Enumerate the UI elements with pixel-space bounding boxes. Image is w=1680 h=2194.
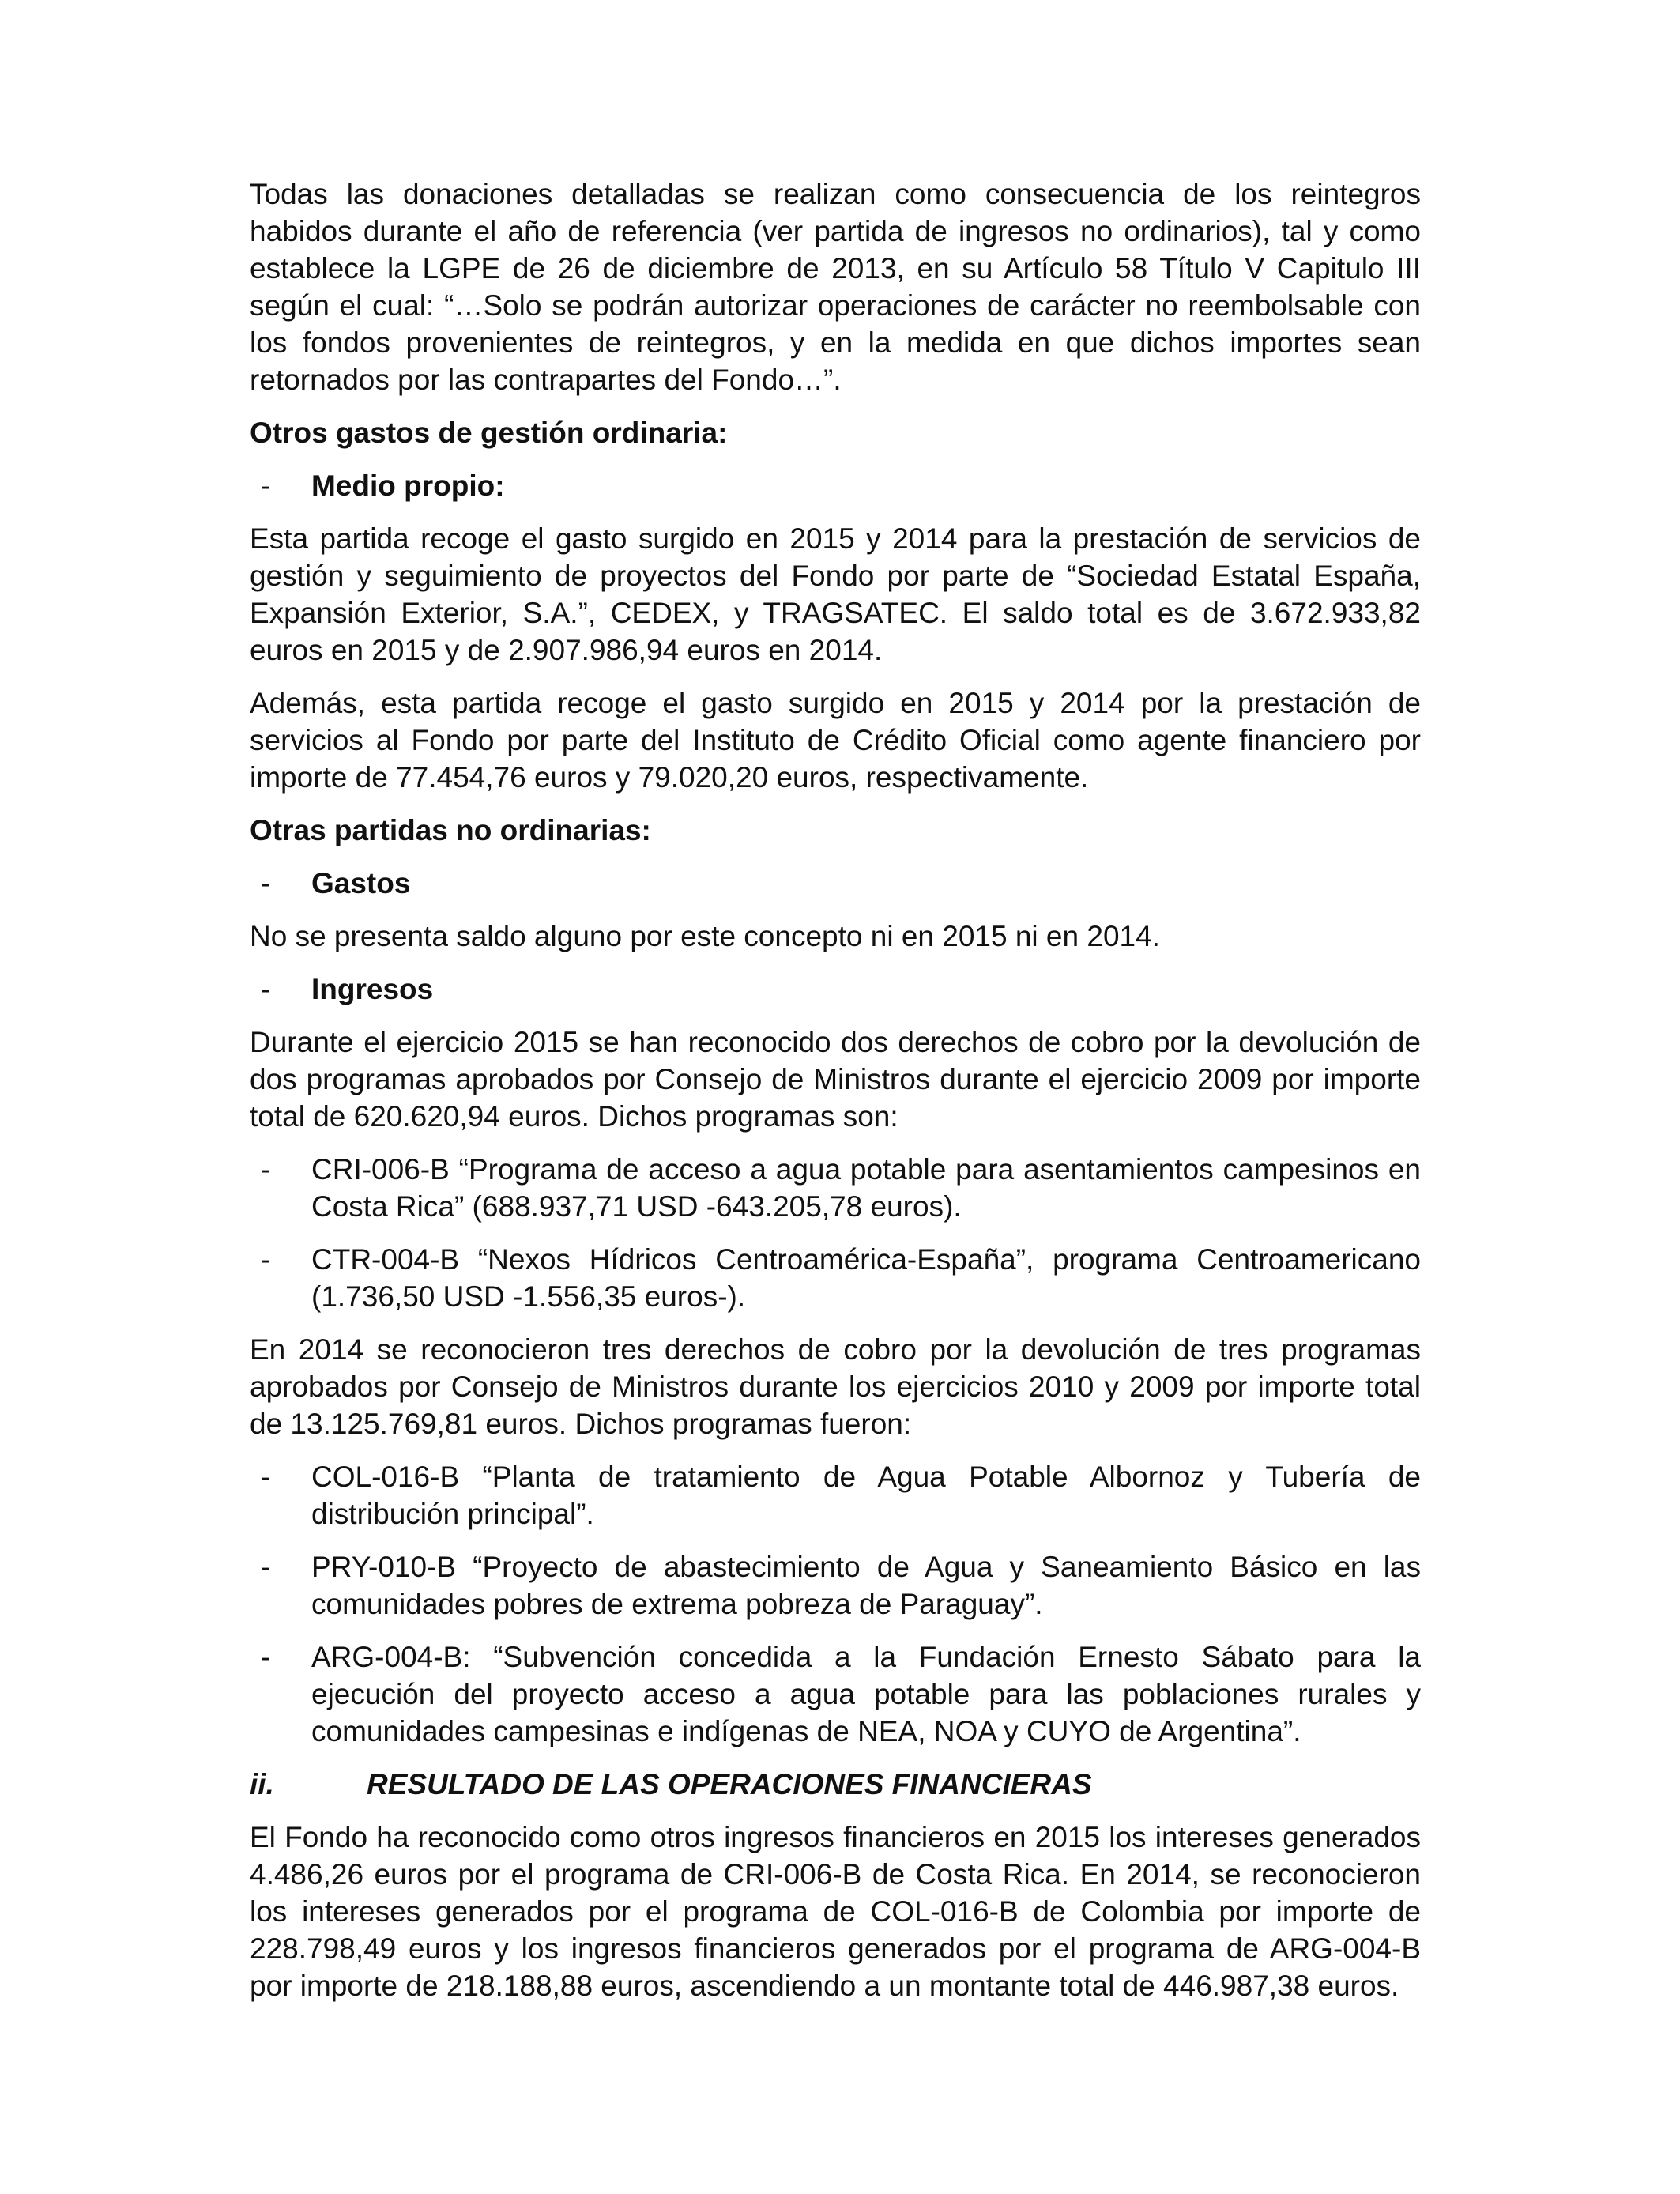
dash-bullet: - (261, 973, 271, 1005)
subheading-medio-propio (250, 467, 1421, 504)
subheading-gastos (250, 865, 1421, 902)
list-item (250, 1458, 1421, 1532)
heading-otras-partidas: Otras partidas no ordinarias: (250, 814, 651, 846)
subheading-ingresos (250, 971, 1421, 1008)
heading-otros-gastos: Otros gastos de gestión ordinaria: (250, 417, 728, 449)
subheading-label: Medio propio: (311, 469, 505, 502)
list-item-text: CRI-006-B “Programa de acceso a agua potable para asentamientos campesinos en Costa Rica” (688.937,71 USD -643.205,78 euros). (311, 1153, 1421, 1223)
paragraph-ingresos-2015: Durante el ejercicio 2015 se han reconocido dos derechos de cobro por la devolución de dos programas aprobados por Consejo de Ministros durante el ejercicio 2009 por importe total de 620.620,94 euros. Dichos programas son: (250, 1026, 1421, 1133)
dash-bullet: - (261, 867, 271, 899)
subheading-label: Gastos (311, 867, 411, 899)
dash-bullet: - (261, 469, 271, 502)
paragraph-gastos: No se presenta saldo alguno por este concepto ni en 2015 ni en 2014. (250, 920, 1160, 952)
list-item (250, 1638, 1421, 1750)
programs-list-2015 (250, 1151, 1421, 1315)
paragraph-financial-results: El Fondo ha reconocido como otros ingresos financieros en 2015 los intereses generados 4.486,26 euros por el programa de CRI-006-B de Costa Rica. En 2014, se reconocieron los intereses generados por el programa de COL-016-B de Colombia por importe de 228.798,49 euros y los ingresos financieros generados por el programa de ARG-004-B por importe de 218.188,88 euros, ascendiendo a un montante total de 446.987,38 euros. (250, 1821, 1421, 2002)
dash-bullet: - (261, 1641, 271, 1673)
list-item (250, 1151, 1421, 1225)
list-item-text: PRY-010-B “Proyecto de abastecimiento de Agua y Saneamiento Básico en las comunidades pobres de extrema pobreza de Paraguay”. (311, 1551, 1421, 1620)
section-title: RESULTADO DE LAS OPERACIONES FINANCIERAS (367, 1768, 1092, 1800)
list-item-text: CTR-004-B “Nexos Hídricos Centroamérica-España”, programa Centroamericano (1.736,50 USD -1.556,35 euros-). (311, 1243, 1421, 1313)
section-number: ii. (250, 1768, 274, 1800)
dash-bullet: - (261, 1153, 271, 1186)
dash-bullet: - (261, 1243, 271, 1276)
list-item-text: ARG-004-B: “Subvención concedida a la Fundación Ernesto Sábato para la ejecución del proyecto acceso a agua potable para las poblaciones rurales y comunidades campesinas e indígenas de NEA, NOA y CUYO de Argentina”. (311, 1641, 1421, 1747)
paragraph-medio-propio: Esta partida recoge el gasto surgido en 2015 y 2014 para la prestación de servicios de gestión y seguimiento de proyectos del Fondo por parte de “Sociedad Estatal España, Expansión Exterior, S.A.”, CEDEX, y TRAGSATEC. El saldo total es de 3.672.933,82 euros en 2015 y de 2.907.986,94 euros en 2014. (250, 522, 1421, 666)
programs-list-2014 (250, 1458, 1421, 1750)
paragraph-donaciones: Todas las donaciones detalladas se realizan como consecuencia de los reintegros habidos durante el año de referencia (ver partida de ingresos no ordinarios), tal y como establece la LGPE de 26 de diciembre de 2013, en su Artículo 58 Título V Capitulo III según el cual: “…Solo se podrán autorizar operaciones de carácter no reembolsable con los fondos provenientes de reintegros, y en la medida en que dichos importes sean retornados por las contrapartes del Fondo…”. (250, 178, 1421, 396)
list-item (250, 1241, 1421, 1315)
paragraph-ico: Además, esta partida recoge el gasto surgido en 2015 y 2014 por la prestación de servicios al Fondo por parte del Instituto de Crédito Oficial como agente financiero por importe de 77.454,76 euros y 79.020,20 euros, respectivamente. (250, 687, 1421, 794)
section-heading-financial-results (250, 1766, 1421, 1803)
page-content (250, 175, 1421, 2020)
dash-bullet: - (261, 1551, 271, 1583)
subheading-label: Ingresos (311, 973, 434, 1005)
paragraph-ingresos-2014: En 2014 se reconocieron tres derechos de cobro por la devolución de tres programas aprobados por Consejo de Ministros durante los ejercicios 2010 y 2009 por importe total de 13.125.769,81 euros. Dichos programas fueron: (250, 1333, 1421, 1440)
list-item-text: COL-016-B “Planta de tratamiento de Agua Potable Albornoz y Tubería de distribución principal”. (311, 1461, 1421, 1530)
dash-bullet: - (261, 1461, 271, 1493)
list-item (250, 1548, 1421, 1623)
